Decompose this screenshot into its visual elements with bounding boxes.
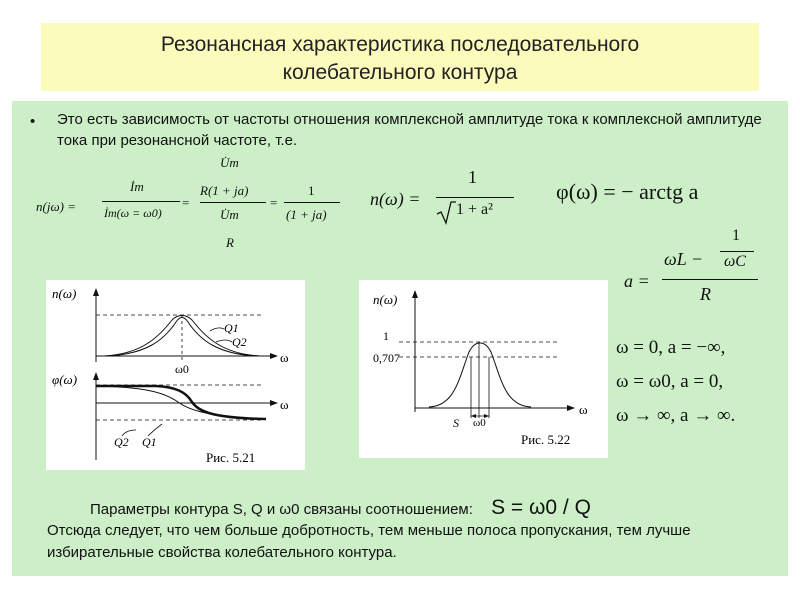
fig22-caption: Рис. 5.22 — [521, 432, 571, 447]
formula-phase: φ(ω) = − arctg a — [556, 179, 699, 204]
formula1-lhs: n(jω) = — [36, 199, 76, 214]
fig21-bottom-ylabel: φ(ω) — [52, 372, 78, 387]
fig21-q2-top: Q2 — [232, 335, 247, 349]
params-relation: S = ω0 / Q — [491, 496, 591, 519]
content-panel — [12, 101, 788, 576]
params-text: Параметры контура S, Q и ω0 связаны соотношением: — [90, 501, 473, 518]
formula2-lhs: n(ω) = — [370, 189, 421, 209]
fig21-q1-bottom: Q1 — [142, 435, 157, 449]
formula1-num1: İm — [130, 179, 144, 194]
formula4-inner-num: 1 — [732, 227, 740, 244]
params-line — [90, 496, 591, 520]
fig22-level-1: 1 — [383, 329, 389, 343]
formula1-bar1 — [102, 201, 180, 202]
formula1-den2-bot: R — [226, 235, 234, 250]
title-line-2: колебательного контура — [282, 61, 518, 84]
formula4-den: R — [700, 284, 711, 304]
intro-text: Это есть зависимость от частоты отношения комплексной амплитуде тока к комплексной амплитуде тока при резонансной частоте, т.е. — [57, 111, 762, 149]
fig22-xlabel: ω — [579, 402, 588, 417]
fig21-q2-bottom: Q2 — [114, 435, 129, 449]
formula1-eq1: = — [182, 195, 190, 210]
formula2-num: 1 — [468, 167, 477, 187]
fig22-ylabel: n(ω) — [373, 292, 398, 307]
fig22-level-707: 0,707 — [373, 351, 400, 365]
formula1-den1: İm(ω = ω0) — [104, 206, 162, 220]
sqrt-symbol-icon — [436, 201, 456, 225]
formula1-num2-bot: R(1 + ja) — [200, 183, 249, 198]
slide-title — [41, 23, 759, 91]
formula4-inner-bar — [720, 251, 754, 252]
formula4-lhs: a = — [624, 271, 650, 291]
title-line-1: Резонансная характеристика последовательного — [160, 33, 640, 56]
formula1-eq2: = — [270, 195, 278, 210]
formula1-bar3 — [284, 202, 340, 203]
condition-2: ω = ω0, a = 0, — [616, 371, 724, 392]
figure-5-21-plot — [46, 280, 305, 470]
formula4-inner-den: ωC — [724, 253, 746, 270]
formula4-num: ωL − — [664, 249, 704, 269]
formula1-num2-top: U̇m — [220, 155, 239, 170]
conclusion-text: Отсюда следует, что чем больше добротность, тем меньше полоса пропускания, тем лучше избирательные свойства колебательного контура. — [47, 522, 691, 561]
bullet-marker: • — [30, 113, 36, 130]
formula2-bar — [436, 197, 514, 198]
figure-5-21 — [46, 280, 305, 470]
condition-3: ω → ∞, a → ∞. — [616, 405, 736, 426]
fig21-caption: Рис. 5.21 — [206, 450, 256, 465]
formula2-den: 1 + a² — [456, 201, 493, 218]
formula1-num3: 1 — [308, 183, 315, 198]
formula1-den3: (1 + ja) — [286, 207, 327, 222]
condition-1: ω = 0, a = −∞, — [616, 337, 726, 358]
fig21-top-xlabel: ω — [280, 350, 289, 365]
fig21-top-ylabel: n(ω) — [52, 286, 77, 301]
fig21-bottom-xlabel: ω — [280, 397, 289, 412]
figure-5-22-plot — [359, 280, 608, 458]
fig22-w0-label: ω0 — [473, 417, 486, 429]
formula1-den2-top: U̇m — [220, 207, 239, 222]
fig21-peak-label: ω0 — [175, 362, 189, 376]
figure-5-22 — [359, 280, 608, 458]
fig22-s-label: S — [453, 416, 459, 430]
formula4-bar — [662, 279, 758, 280]
fig21-q1-top: Q1 — [224, 321, 239, 335]
formula1-bar2 — [200, 202, 266, 203]
